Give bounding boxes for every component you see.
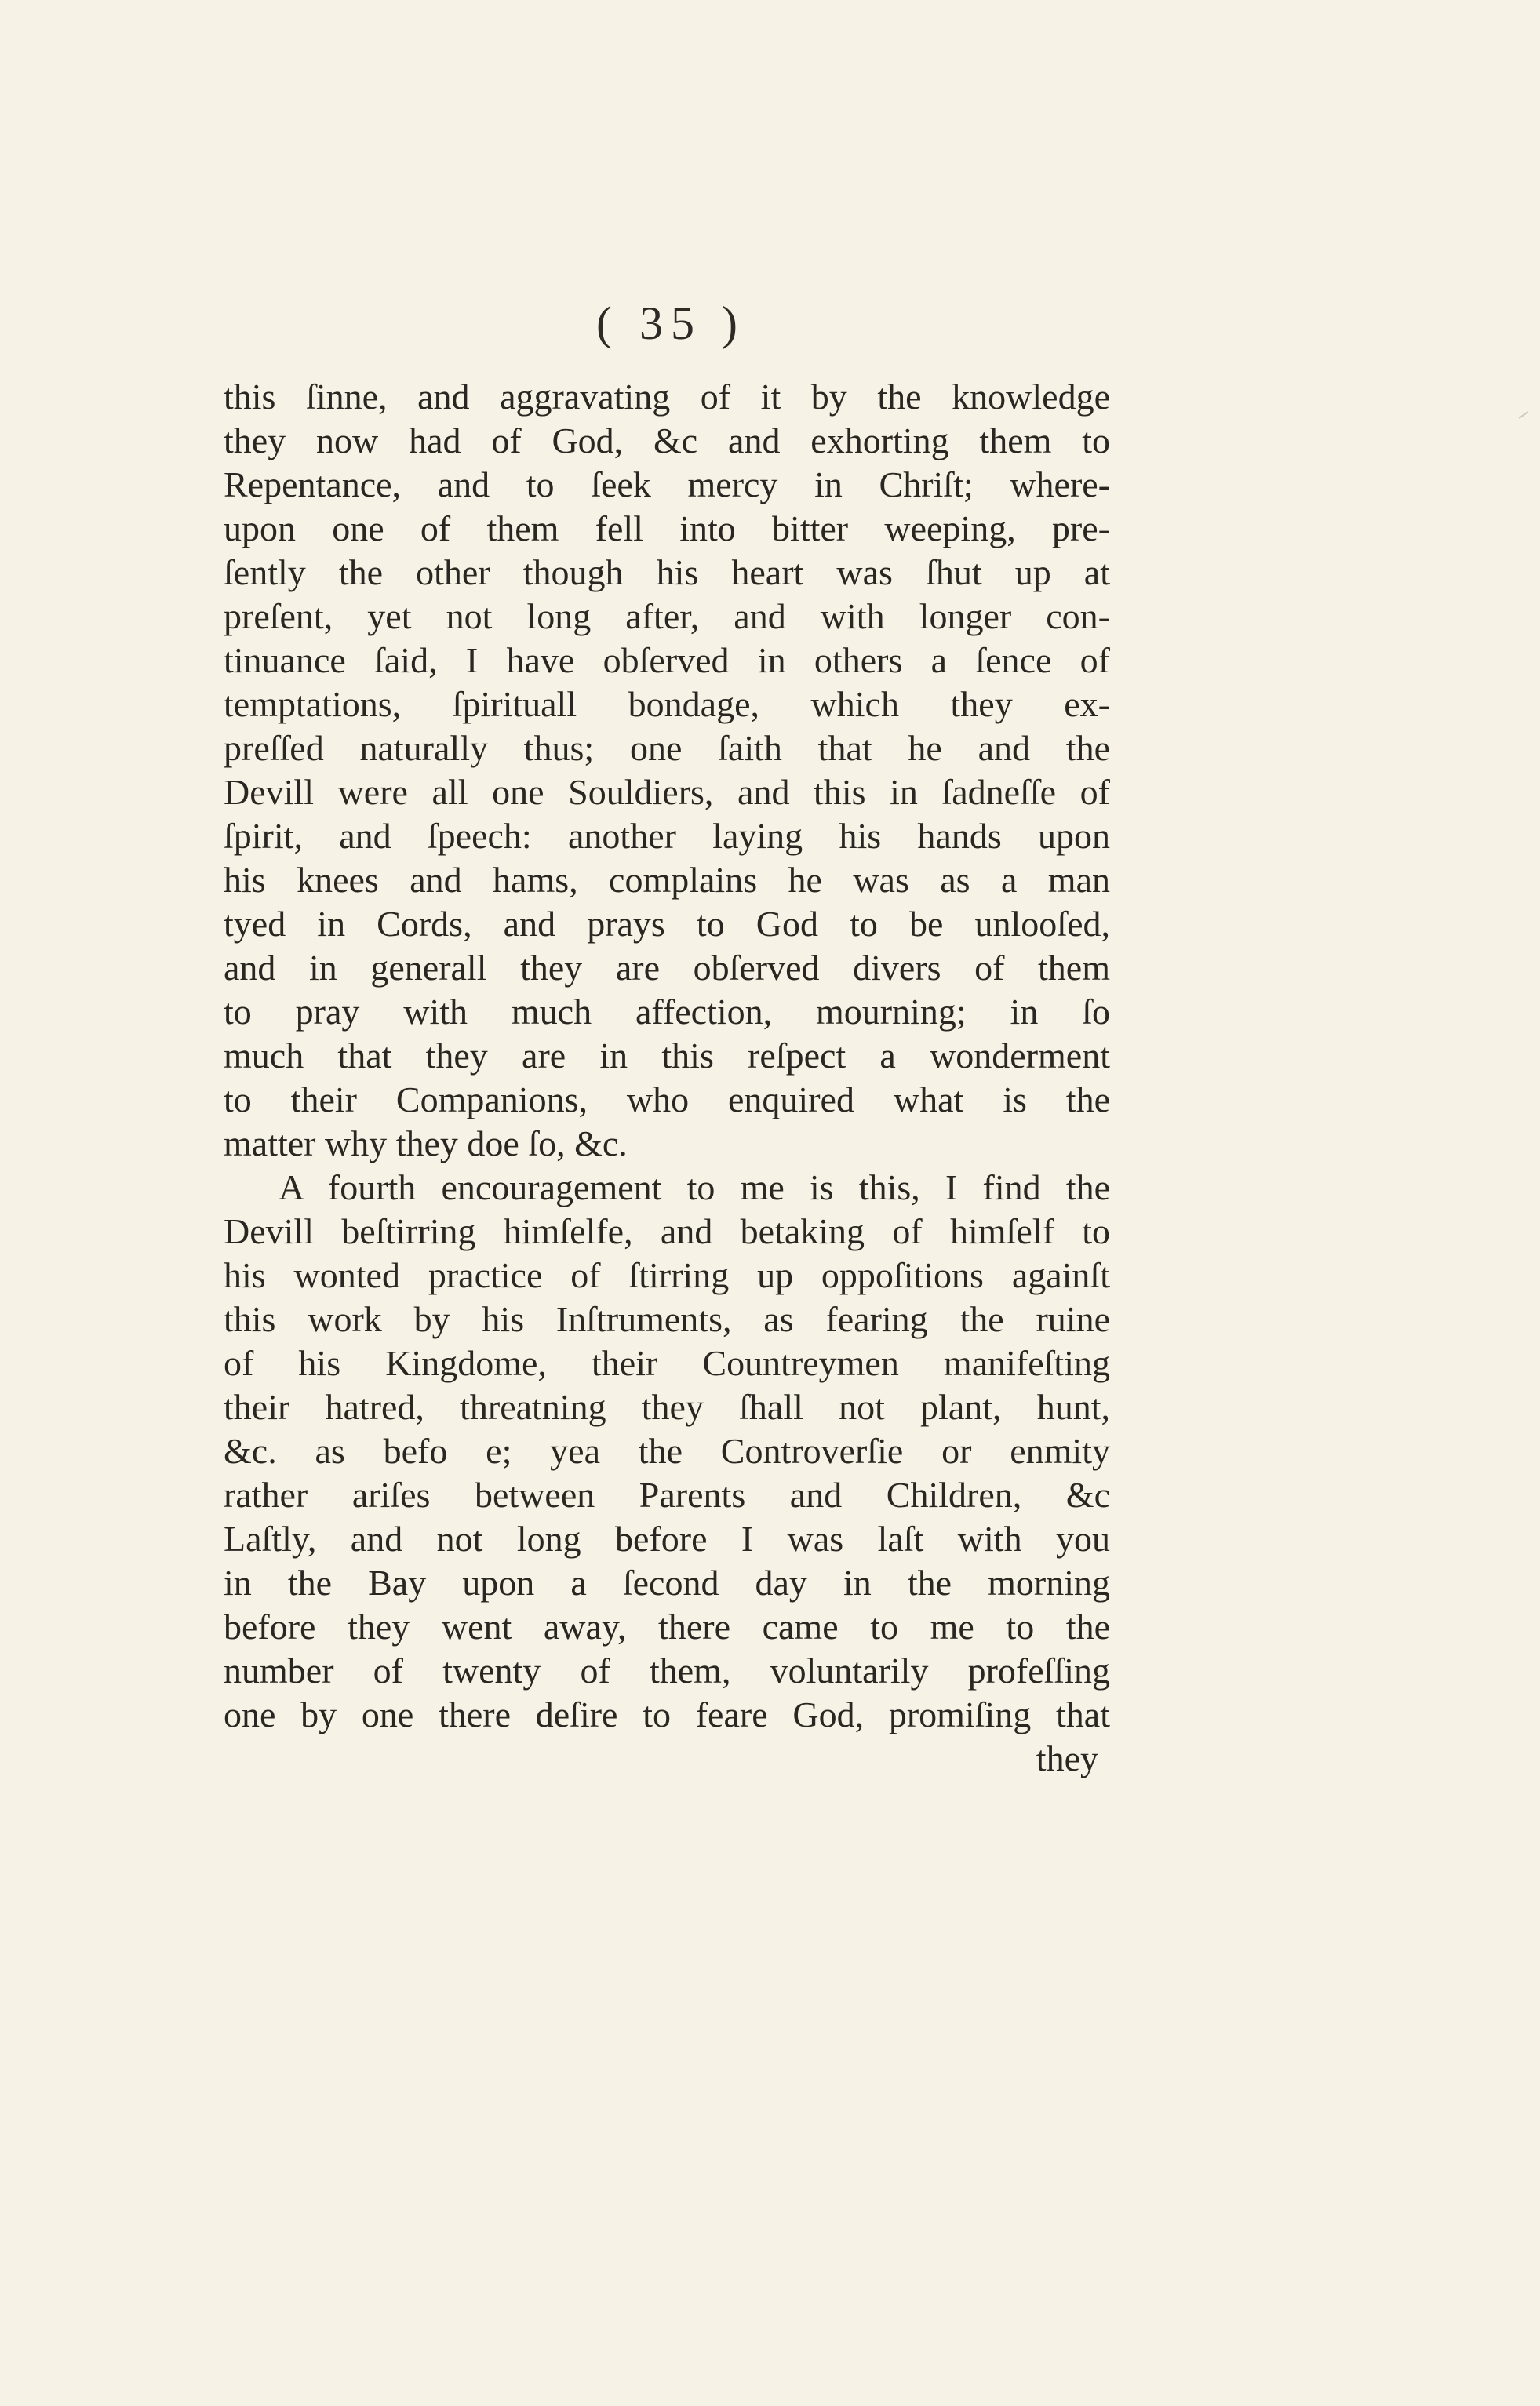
text-line: preſſed naturally thus; one ſaith that he and the [224, 728, 1110, 768]
paper-mark [1519, 411, 1529, 419]
text-line: Laſtly, and not long before I was laſt with you [224, 1519, 1110, 1559]
text-line: &c. as befo e; yea the Controverſie or enmity [224, 1431, 1110, 1471]
text-line: temptations, ſpirituall bondage, which they ex- [224, 684, 1110, 724]
text-line: his wonted practice of ſtirring up oppoſitions againſt [224, 1255, 1110, 1295]
text-line: number of twenty of them, voluntarily profeſſing [224, 1651, 1110, 1691]
paragraph-start-line: A fourth encouragement to me is this, I find the [279, 1167, 1110, 1207]
text-line: this work by his Inſtruments, as fearing the ruine [224, 1299, 1110, 1339]
page-number: ( 35 ) [596, 297, 745, 349]
text-line: rather ariſes between Parents and Children, &c [224, 1475, 1110, 1515]
text-line: their hatred, threatning they ſhall not plant, hunt, [224, 1387, 1110, 1427]
text-line: matter why they doe ſo, &c. [224, 1123, 628, 1163]
text-line: they now had of God, &c and exhorting them to [224, 420, 1110, 460]
text-line: Devill beſtirring himſelfe, and betaking of himſelf to [224, 1211, 1110, 1251]
body-text [224, 375, 1110, 1781]
text-line: ſently the other though his heart was ſhut up at [224, 552, 1110, 592]
text-line: much that they are in this reſpect a wonderment [224, 1036, 1110, 1076]
text-line: of his Kingdome, their Countreymen manifeſting [224, 1343, 1110, 1383]
text-line: to their Companions, who enquired what is the [224, 1079, 1110, 1119]
text-line: tyed in Cords, and prays to God to be unlooſed, [224, 904, 1110, 944]
text-line: tinuance ſaid, I have obſerved in others a ſence of [224, 640, 1110, 680]
text-line: this ſinne, and aggravating of it by the knowledge [224, 377, 1110, 417]
text-line: before they went away, there came to me to the [224, 1607, 1110, 1647]
text-line: Devill were all one Souldiers, and this in ſadneſſe of [224, 772, 1110, 812]
catchword: they [1036, 1738, 1098, 1778]
text-line: Repentance, and to ſeek mercy in Chriſt; where- [224, 464, 1110, 504]
text-line: his knees and hams, complains he was as a man [224, 860, 1110, 900]
text-line: and in generall they are obſerved divers of them [224, 948, 1110, 988]
text-line: in the Bay upon a ſecond day in the morning [224, 1563, 1110, 1603]
text-line: preſent, yet not long after, and with longer con- [224, 596, 1110, 636]
text-line: upon one of them fell into bitter weeping, pre- [224, 508, 1110, 548]
text-line: ſpirit, and ſpeech: another laying his hands upon [224, 816, 1110, 856]
text-line: one by one there deſire to feare God, promiſing that [224, 1694, 1110, 1734]
text-line: to pray with much affection, mourning; in ſo [224, 992, 1110, 1032]
